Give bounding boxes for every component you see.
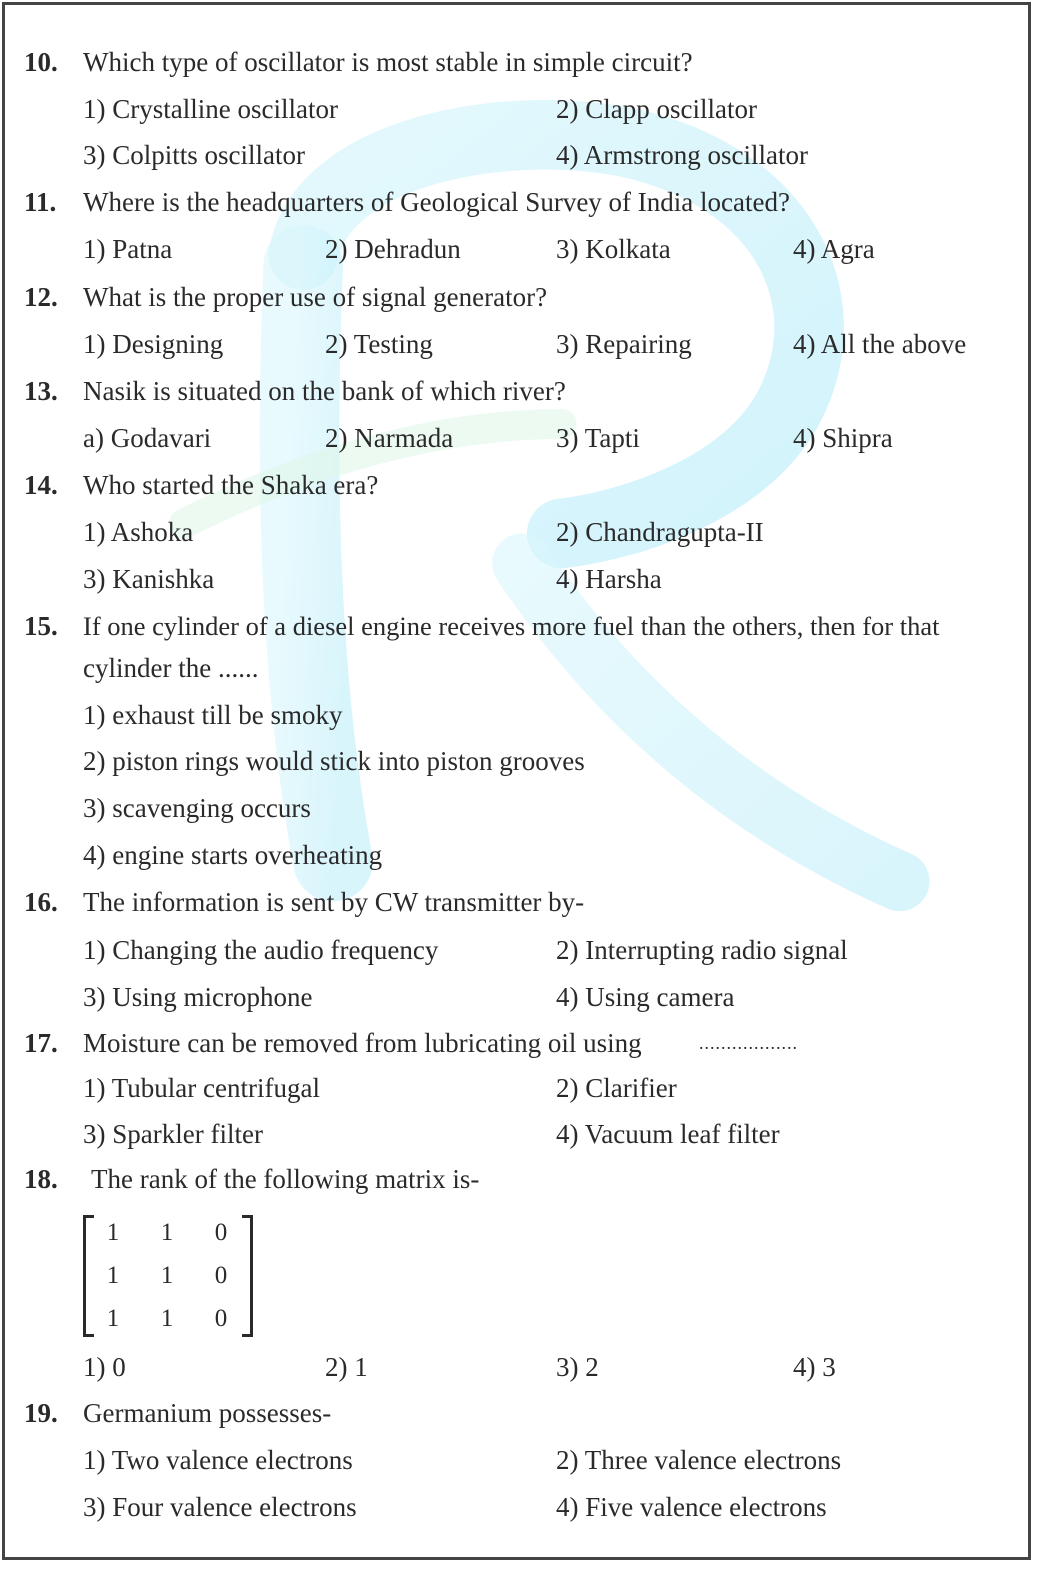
question-number: 12. <box>24 282 58 312</box>
option: 3) Tapti <box>556 423 640 453</box>
option: 3) Repairing <box>556 329 692 359</box>
question-text-continued: cylinder the ...... <box>83 653 259 683</box>
option: 4) Five valence electrons <box>556 1492 827 1522</box>
matrix-cell: 1 <box>160 1305 174 1332</box>
option: 2) 1 <box>325 1352 368 1382</box>
matrix <box>83 1215 253 1337</box>
question-text: The information is sent by CW transmitter by- <box>83 887 585 917</box>
option: 4) 3 <box>793 1352 836 1382</box>
option: 4) Agra <box>793 234 875 264</box>
question-number: 16. <box>24 887 58 917</box>
question-number: 10. <box>24 47 58 77</box>
question-number: 18. <box>24 1164 58 1194</box>
question-text: Which type of oscillator is most stable in simple circuit? <box>83 47 693 77</box>
option: 1) exhaust till be smoky <box>83 700 343 730</box>
option: 1) Designing <box>83 329 224 359</box>
option: 1) Two valence electrons <box>83 1445 353 1475</box>
option: 4) Shipra <box>793 423 893 453</box>
matrix-cell: 1 <box>160 1219 174 1246</box>
matrix-cell: 0 <box>214 1219 228 1246</box>
option: 2) Dehradun <box>325 234 461 264</box>
option: 3) Colpitts oscillator <box>83 140 305 170</box>
option: 2) piston rings would stick into piston grooves <box>83 746 585 776</box>
option: 1) Patna <box>83 234 173 264</box>
question-text: Who started the Shaka era? <box>83 470 379 500</box>
option: 1) 0 <box>83 1352 126 1382</box>
matrix-cell: 1 <box>106 1262 120 1289</box>
option: 2) Interrupting radio signal <box>556 935 848 965</box>
question-text: If one cylinder of a diesel engine receives more fuel than the others, then for that <box>83 611 940 641</box>
option: 2) Narmada <box>325 423 454 453</box>
option: 3) 2 <box>556 1352 599 1382</box>
option: 3) Kanishka <box>83 564 215 594</box>
option: 2) Clarifier <box>556 1073 677 1103</box>
page-frame <box>2 2 1031 1560</box>
question-text: The rank of the following matrix is- <box>91 1164 480 1194</box>
option: 3) Using microphone <box>83 982 313 1012</box>
question-text: Germanium possesses- <box>83 1398 332 1428</box>
question-number: 13. <box>24 376 58 406</box>
option: 2) Clapp oscillator <box>556 94 757 124</box>
option: 4) engine starts overheating <box>83 840 383 870</box>
option: 4) Vacuum leaf filter <box>556 1119 780 1149</box>
option: 3) Kolkata <box>556 234 671 264</box>
option: a) Godavari <box>83 423 212 453</box>
question-number: 15. <box>24 611 58 641</box>
matrix-bracket-right <box>242 1215 253 1337</box>
matrix-cell: 0 <box>214 1305 228 1332</box>
answer-blank: .................. <box>699 1033 798 1053</box>
matrix-cell: 0 <box>214 1262 228 1289</box>
question-text: Moisture can be removed from lubricating oil using <box>83 1028 642 1058</box>
option: 4) Armstrong oscillator <box>556 140 808 170</box>
option: 1) Tubular centrifugal <box>83 1073 320 1103</box>
matrix-cell: 1 <box>106 1219 120 1246</box>
option: 3) Four valence electrons <box>83 1492 357 1522</box>
question-text: Nasik is situated on the bank of which river? <box>83 376 566 406</box>
question-number: 11. <box>24 187 57 217</box>
question-number: 14. <box>24 470 58 500</box>
matrix-cell: 1 <box>160 1262 174 1289</box>
question-number: 17. <box>24 1028 58 1058</box>
option: 1) Changing the audio frequency <box>83 935 439 965</box>
option: 2) Testing <box>325 329 433 359</box>
option: 4) Using camera <box>556 982 735 1012</box>
option: 2) Chandragupta-II <box>556 517 764 547</box>
question-text: What is the proper use of signal generator? <box>83 282 548 312</box>
matrix-bracket-left <box>83 1215 94 1337</box>
option: 2) Three valence electrons <box>556 1445 842 1475</box>
option: 1) Ashoka <box>83 517 194 547</box>
matrix-cell: 1 <box>106 1305 120 1332</box>
question-number: 19. <box>24 1398 58 1428</box>
option: 3) scavenging occurs <box>83 793 311 823</box>
question-text: Where is the headquarters of Geological Survey of India located? <box>83 187 790 217</box>
option: 4) All the above <box>793 329 967 359</box>
option: 1) Crystalline oscillator <box>83 94 338 124</box>
option: 4) Harsha <box>556 564 662 594</box>
option: 3) Sparkler filter <box>83 1119 263 1149</box>
